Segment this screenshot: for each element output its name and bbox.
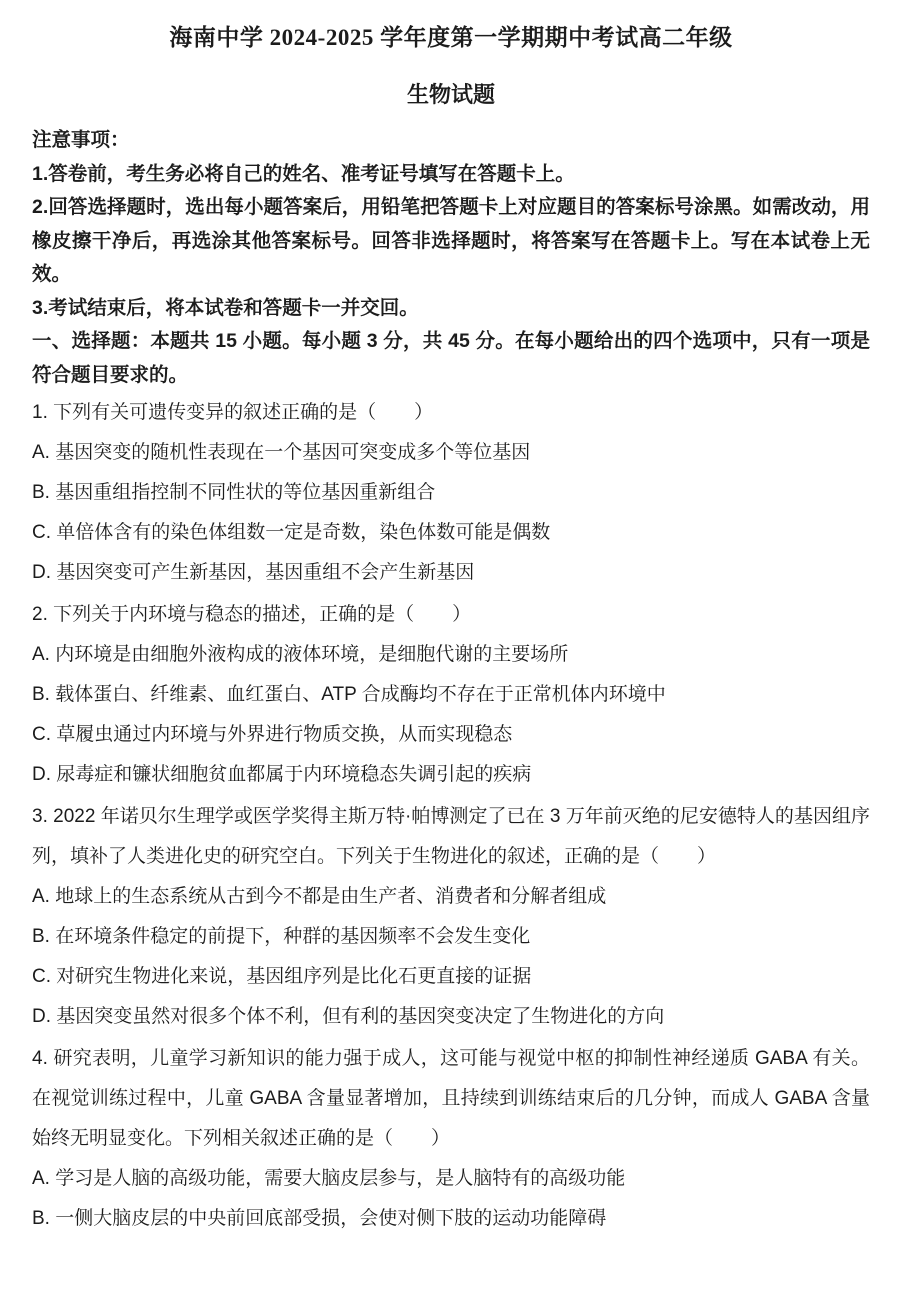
question-4-stem: 4. 研究表明，儿童学习新知识的能力强于成人，这可能与视觉中枢的抑制性神经递质 GABA 有关。在视觉训练过程中，儿童 GABA 含量显著增加，且持续到训练结束后的几分钟，而成人 GABA 含量始终无明显变化。下列相关叙述正确的是（ ） xyxy=(32,1048,870,1149)
question-1-stem: 1. 下列有关可遗传变异的叙述正确的是（ ） xyxy=(32,402,434,423)
section-one-heading: 一、选择题：本题共 15 小题。每小题 3 分，共 45 分。在每小题给出的四个选项中，只有一项是符合题目要求的。 xyxy=(32,330,870,386)
question-1-option-d: D. 基因突变可产生新基因，基因重组不会产生新基因 xyxy=(32,562,475,583)
notice-item-3: 3.考试结束后，将本试卷和答题卡一并交回。 xyxy=(32,296,419,319)
notices-section xyxy=(32,124,870,392)
question-3-option-b: B. 在环境条件稳定的前提下，种群的基因频率不会发生变化 xyxy=(32,926,531,947)
question-4-option-a: A. 学习是人脑的高级功能，需要大脑皮层参与，是人脑特有的高级功能 xyxy=(32,1168,626,1189)
question-2-option-c: C. 草履虫通过内环境与外界进行物质交换，从而实现稳态 xyxy=(32,724,513,745)
question-3 xyxy=(32,797,870,1037)
notice-item-1: 1.答卷前，考生务必将自己的姓名、准考证号填写在答题卡上。 xyxy=(32,162,575,185)
question-3-stem: 3. 2022 年诺贝尔生理学或医学奖得主斯万特·帕博测定了已在 3 万年前灭绝的尼安德特人的基因组序列，填补了人类进化史的研究空白。下列关于生物进化的叙述，正确的是（ ） xyxy=(32,806,870,867)
question-2-option-d: D. 尿毒症和镰状细胞贫血都属于内环境稳态失调引起的疾病 xyxy=(32,764,532,785)
question-4 xyxy=(32,1039,870,1239)
notice-item-2: 2.回答选择题时，选出每小题答案后，用铅笔把答题卡上对应题目的答案标号涂黑。如需改动，用橡皮擦干净后，再选涂其他答案标号。回答非选择题时，将答案写在答题卡上。写在本试卷上无效。 xyxy=(32,196,870,285)
question-3-option-a: A. 地球上的生态系统从古到今不都是由生产者、消费者和分解者组成 xyxy=(32,886,607,907)
question-3-option-d: D. 基因突变虽然对很多个体不利，但有利的基因突变决定了生物进化的方向 xyxy=(32,1006,665,1027)
question-4-option-b: B. 一侧大脑皮层的中央前回底部受损，会使对侧下肢的运动功能障碍 xyxy=(32,1208,607,1229)
question-2-stem: 2. 下列关于内环境与稳态的描述，正确的是（ ） xyxy=(32,604,472,625)
notices-heading: 注意事项： xyxy=(32,129,130,151)
question-2-option-a: A. 内环境是由细胞外液构成的液体环境，是细胞代谢的主要场所 xyxy=(32,644,569,665)
question-3-option-c: C. 对研究生物进化来说，基因组序列是比化石更直接的证据 xyxy=(32,966,532,987)
questions-list xyxy=(32,393,870,1239)
exam-title: 海南中学 2024-2025 学年度第一学期期中考试高二年级 xyxy=(169,25,733,50)
question-2 xyxy=(32,595,870,795)
exam-subtitle: 生物试题 xyxy=(406,82,495,107)
question-1-option-a: A. 基因突变的随机性表现在一个基因可突变成多个等位基因 xyxy=(32,442,531,463)
question-1 xyxy=(32,393,870,593)
question-2-option-b: B. 载体蛋白、纤维素、血红蛋白、ATP 合成酶均不存在于正常机体内环境中 xyxy=(32,684,666,705)
question-1-option-b: B. 基因重组指控制不同性状的等位基因重新组合 xyxy=(32,482,436,503)
question-1-option-c: C. 单倍体含有的染色体组数一定是奇数，染色体数可能是偶数 xyxy=(32,522,551,543)
